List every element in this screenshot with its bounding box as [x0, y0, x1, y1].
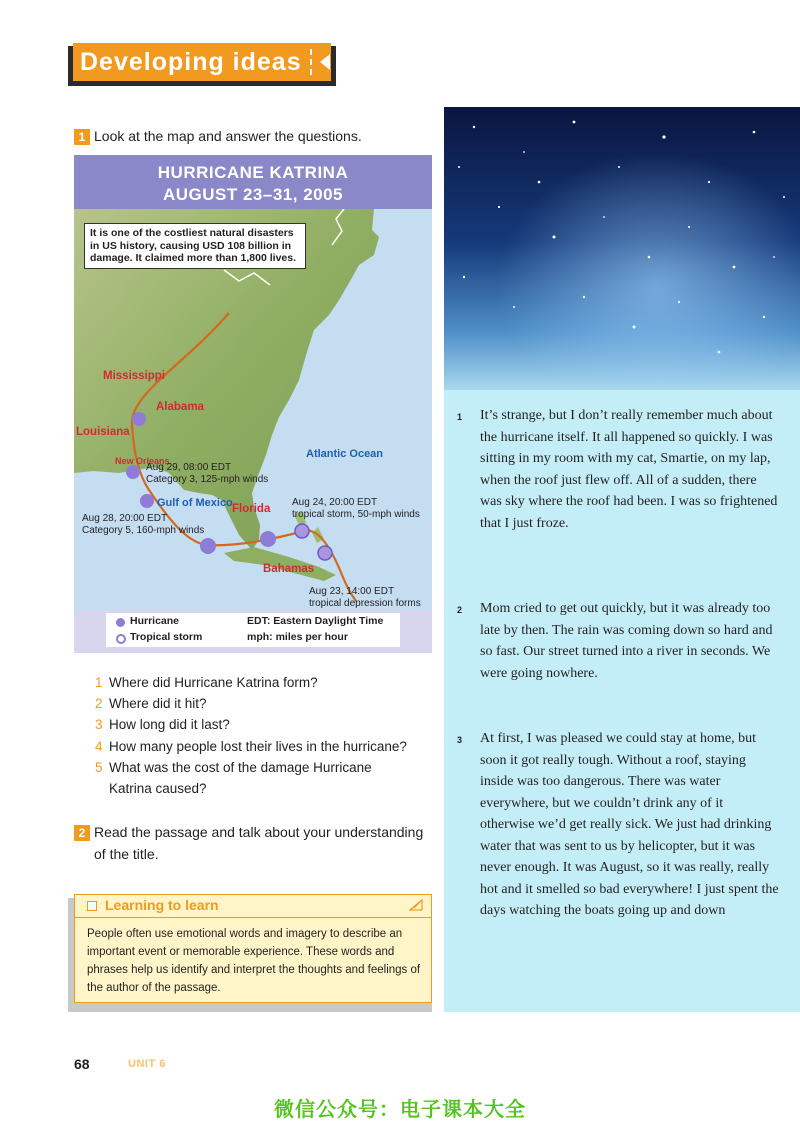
footer-watermark: 微信公众号：电子课本大全: [274, 1099, 526, 1121]
label-florida: Florida: [232, 503, 271, 515]
section-number-2: 2: [74, 825, 90, 841]
question-number: 5: [95, 760, 103, 775]
label-new-orleans: New Orleans: [115, 456, 170, 466]
legend-edt: EDT: Eastern Daylight Time: [247, 615, 384, 627]
paragraph-number-2: 2: [457, 605, 463, 615]
learning-box-text: People often use emotional words and imagery to describe an important event or memorable experience. These words and phrases help us identify and interpret the thoughts and feelings of the author of the passage.: [87, 928, 421, 994]
event-aug29-desc: Category 3, 125-mph winds: [146, 474, 269, 485]
hurricane-map: [74, 155, 432, 653]
header-banner: [73, 43, 331, 81]
question-number: 4: [95, 739, 103, 754]
label-bahamas: Bahamas: [263, 563, 315, 575]
question-number: 1: [95, 675, 103, 690]
label-atlantic-ocean: Atlantic Ocean: [306, 448, 384, 460]
map-dates: AUGUST 23–31, 2005: [162, 185, 344, 204]
pencil-icon: [409, 899, 423, 911]
event-aug28: [82, 513, 204, 537]
question-text: What was the cost of the damage Hurricane: [109, 760, 372, 775]
question-text: How long did it last?: [109, 717, 230, 732]
question-number: 3: [95, 717, 103, 732]
hurricane-icon: [116, 618, 125, 627]
event-aug24-desc: tropical storm, 50-mph winds: [292, 509, 420, 520]
label-gulf-of-mexico: Gulf of Mexico: [157, 497, 233, 509]
section-2-instruction-line1: Read the passage and talk about your understanding: [94, 824, 424, 840]
question-text-continued: Katrina caused?: [109, 781, 207, 796]
learning-box-title: Learning to learn: [105, 897, 219, 913]
question-text: Where did it hit?: [109, 696, 207, 711]
section-1-instruction: Look at the map and answer the questions.: [94, 128, 362, 144]
checkbox-square-icon: [87, 901, 97, 911]
legend-tropical-storm: Tropical storm: [130, 631, 203, 643]
question-text: Where did Hurricane Katrina form?: [109, 675, 318, 690]
label-alabama: Alabama: [156, 401, 204, 413]
map-callout: It is one of the costliest natural disasters in US history, causing USD 108 billion in damage. It claimed more than 1,800 lives.: [84, 223, 306, 269]
legend-mph: mph: miles per hour: [247, 631, 348, 643]
paragraph-number-1: 1: [457, 412, 463, 422]
passage-paragraph-2: Mom cried to get out quickly, but it was already too late by then. The rain was coming down so hard and so fast. Our street turned into a river in seconds. We were going nowhere.: [480, 601, 773, 681]
event-aug23-time: Aug 23, 14:00 EDT: [309, 586, 395, 597]
question-text: How many people lost their lives in the hurricane?: [109, 739, 407, 754]
event-aug24-time: Aug 24, 20:00 EDT: [292, 497, 378, 508]
map-legend: [74, 610, 432, 653]
event-aug28-desc: Category 5, 160-mph winds: [82, 525, 205, 536]
map-title-bar: [74, 155, 432, 209]
paragraph-number-3: 3: [457, 735, 463, 745]
section-title: Developing ideas: [80, 47, 302, 76]
passage-paragraph-3: At first, I was pleased we could stay at home, but soon it got really tough. Without a roof, staying inside was too dangerous. There was water everywhere, but we couldn’t drink any of it otherwise we’d get really sick. We just had drinking water that was sent to us by helicopter, but it was never enough. It was August, so it was really, really hot and it smelled so bad everywhere! I just spent the days watching the boats going up and down: [480, 731, 779, 918]
event-aug23: [309, 586, 421, 610]
event-aug28-time: Aug 28, 20:00 EDT: [82, 513, 168, 524]
section-2-instruction-line2: of the title.: [94, 846, 159, 862]
event-aug29-time: Aug 29, 08:00 EDT: [146, 462, 232, 473]
unit-label: UNIT 6: [128, 1058, 166, 1070]
label-louisiana: Louisiana: [76, 426, 130, 438]
tropical-storm-icon: [116, 634, 126, 644]
page-number: 68: [74, 1056, 90, 1072]
arrow-left-icon: [320, 54, 330, 70]
section-number-1: 1: [74, 129, 90, 145]
event-aug29: [146, 462, 268, 486]
passage-paragraph-1: It’s strange, but I don’t really remember much about the hurricane itself. It all happened so quickly. I was sitting in my room with my cat, Smartie, on my lap, when the roof just flew off. All of a sudden, there was sky where the roof had been. I was so frightened that I just froze.: [480, 408, 778, 531]
learning-box-header: [75, 895, 431, 918]
label-mississippi: Mississippi: [103, 370, 165, 382]
header-divider: [310, 49, 312, 75]
learning-to-learn-box: [74, 894, 432, 1003]
map-title: HURRICANE KATRINA: [157, 163, 349, 182]
question-number: 2: [95, 696, 103, 711]
legend-hurricane: Hurricane: [130, 615, 180, 627]
event-aug24: [292, 497, 420, 521]
map-legend-box: [106, 613, 400, 647]
event-aug23-desc: tropical depression forms: [309, 598, 421, 609]
night-sky-image: [444, 107, 800, 407]
